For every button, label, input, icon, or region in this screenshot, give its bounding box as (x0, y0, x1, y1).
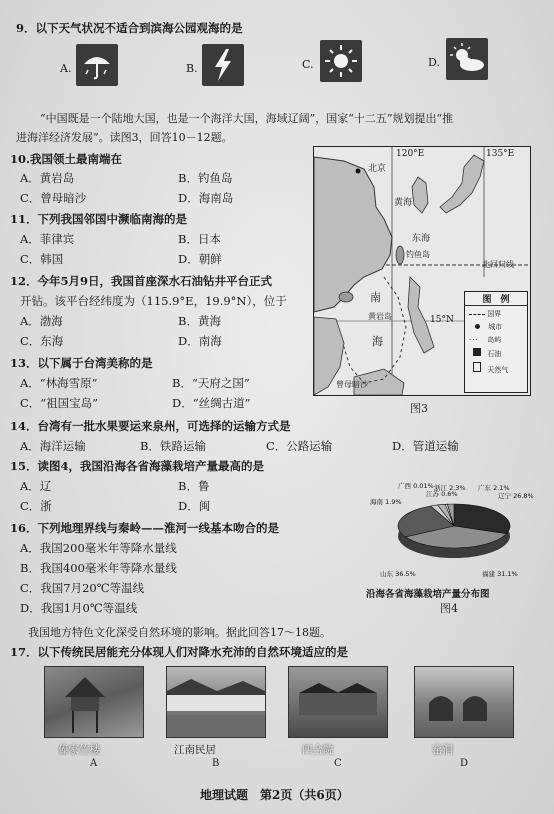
photo-b-letter: B (212, 758, 220, 769)
q11-option-b: B．日本 (178, 232, 221, 246)
q10-option-c: C．曾母暗沙 (20, 191, 87, 205)
china-sea-map (313, 146, 531, 396)
q11-text: 11．下列我国邻国中濒临南海的是 (10, 212, 188, 226)
q9-option-b: B. (186, 62, 198, 75)
map-label-15n: 15°N (430, 315, 454, 325)
q10-text: 10.我国领土最南端在 (10, 152, 123, 166)
photo-d-letter: D (460, 758, 469, 769)
q13-option-b: B．“天府之国” (172, 376, 250, 390)
q16-option-b: B．我国400毫米年等降水量线 (20, 561, 177, 575)
q9-option-d: D. (428, 56, 440, 69)
q10-option-d: D．海南岛 (178, 191, 234, 205)
legend-item-gas (469, 362, 527, 375)
map-label-zengmu: 曾母暗沙 (336, 380, 368, 389)
legend-oil-label: 石油 (487, 350, 502, 358)
q14-option-a: A．海洋运输 (20, 439, 86, 453)
map-label-huanghai: 黄海 (394, 198, 413, 208)
q15-option-b: B．鲁 (178, 479, 210, 493)
pie-label-福建: 福建 31.1% (482, 570, 518, 578)
map-legend (464, 291, 528, 393)
legend-title: 图 例 (465, 292, 527, 306)
map-lon-135: 135°E (486, 149, 515, 159)
q10-option-b: B．钓鱼岛 (178, 171, 233, 185)
photo-b-label: 江南民居 (174, 744, 216, 756)
pie-caption: 图4 (440, 602, 458, 615)
legend-item-oil (469, 348, 527, 359)
photo-a-letter: A (90, 758, 98, 769)
sunny-icon (320, 40, 362, 82)
map-label-donghai: 东海 (412, 234, 431, 244)
q16-option-c: C．我国7月20℃等温线 (20, 581, 145, 595)
q9-text: 9．以下天气状况不适合到滨海公园观海的是 (16, 21, 243, 35)
q11-option-d: D．朝鲜 (178, 252, 222, 266)
q12-option-c: C．东海 (20, 334, 64, 348)
q14-option-d: D．管道运输 (392, 439, 459, 453)
q15-option-c: C．浙 (20, 499, 52, 513)
map-label-huangyan: 黄岩岛 (368, 312, 392, 321)
pie-label-广西: 广西 0.01% (398, 482, 434, 490)
q13-option-a: A．“林海雪原” (20, 376, 98, 390)
q11-option-c: C．韩国 (20, 252, 64, 266)
map-lon-120: 120°E (396, 149, 425, 159)
q14-option-c: C．公路运输 (266, 439, 333, 453)
rain-umbrella-icon (76, 44, 118, 86)
q17-text: 17．以下传统民居能充分体现人们对降水充沛的自然环境适应的是 (10, 645, 348, 659)
seaweed-pie-chart (370, 478, 534, 588)
q10-option-a: A．黄岩岛 (20, 171, 75, 185)
legend-item-border (469, 309, 527, 319)
q12-line2: 开钻。该平台经纬度为（115.9°E，19.9°N），位于 (20, 294, 287, 308)
pie-label-江苏: 江苏 0.6% (426, 490, 458, 498)
q12-option-a: A．渤海 (20, 314, 63, 328)
q12-option-b: B．黄海 (178, 314, 221, 328)
photo-a-label: 傣家竹楼 (58, 744, 100, 756)
legend-island-label: 岛屿 (487, 336, 502, 344)
q15-option-d: D．闽 (178, 499, 211, 513)
q14-option-b: B．铁路运输 (140, 439, 206, 453)
q14-text: 14．台湾有一批水果要运来泉州，可选择的运输方式是 (10, 419, 291, 433)
pie-label-山东: 山东 36.5% (380, 570, 416, 578)
map-label-hai: 海 (372, 335, 383, 348)
photo-c-label: 四合院 (302, 744, 334, 756)
photo-yaodong (414, 666, 514, 738)
q15-option-a: A．辽 (20, 479, 52, 493)
passage-line2: 进海洋经济发展”。读图3，回答10－12题。 (16, 131, 233, 144)
legend-item-island: ··· 岛屿 (469, 336, 502, 344)
map-caption: 图3 (410, 402, 428, 415)
pie-title: 沿海各省海藻栽培产量分布图 (366, 589, 490, 600)
map-label-beijing: 北京 (368, 164, 387, 174)
q12-line1: 12．今年5月9日，我国首座深水石油钻井平台正式 (10, 274, 273, 288)
pie-label-广东: 广东 2.1% (478, 484, 510, 492)
q13-option-c: C．“祖国宝岛” (20, 396, 99, 410)
legend-item-city (469, 322, 527, 332)
photo-dai-bamboo-house (44, 666, 144, 738)
pie-label-浙江: 浙江 2.3% (434, 484, 466, 492)
q12-option-d: D．南海 (178, 334, 222, 348)
partly-cloudy-icon (446, 38, 488, 80)
q9-option-a: A. (60, 62, 72, 75)
page-footer: 地理试题 第2页（共6页） (200, 788, 349, 802)
q15-text: 15．读图4，我国沿海各省海藻栽培产量最高的是 (10, 459, 265, 473)
legend-border-label: 国界 (487, 310, 502, 318)
passage-line1: “中国既是一个陆地大国，也是一个海洋大国，海域辽阔”，国家“十二五”规划提出“推 (40, 112, 454, 125)
intro-17-18: 我国地方特色文化深受自然环境的影响。据此回答17～18题。 (28, 626, 331, 639)
lightning-icon (202, 44, 244, 86)
photo-c-letter: C (334, 758, 342, 769)
q16-option-a: A．我国200毫米年等降水量线 (20, 541, 177, 555)
pie-label-海南: 海南 1.9% (370, 498, 402, 506)
legend-gas-label: 天然气 (487, 366, 509, 374)
legend-city-label: 城市 (488, 323, 503, 331)
q13-option-d: D．“丝绸古道” (172, 396, 251, 410)
q16-text: 16．下列地理界线与秦岭——淮河一线基本吻合的是 (10, 521, 280, 535)
map-label-tropic: 北回归线 (482, 260, 514, 269)
q16-option-d: D．我国1月0℃等温线 (20, 601, 138, 615)
photo-siheyuan (288, 666, 388, 738)
q11-option-a: A．菲律宾 (20, 232, 75, 246)
map-label-diaoyu: 钓鱼岛 (406, 250, 430, 259)
photo-d-label: 窑洞 (432, 744, 453, 756)
pie-label-辽宁: 辽宁 26.8% (498, 492, 534, 500)
q9-option-c: C. (302, 58, 314, 71)
map-label-nan: 南 (370, 291, 381, 304)
q13-text: 13．以下属于台湾美称的是 (10, 356, 153, 370)
photo-jiangnan-house (166, 666, 266, 738)
